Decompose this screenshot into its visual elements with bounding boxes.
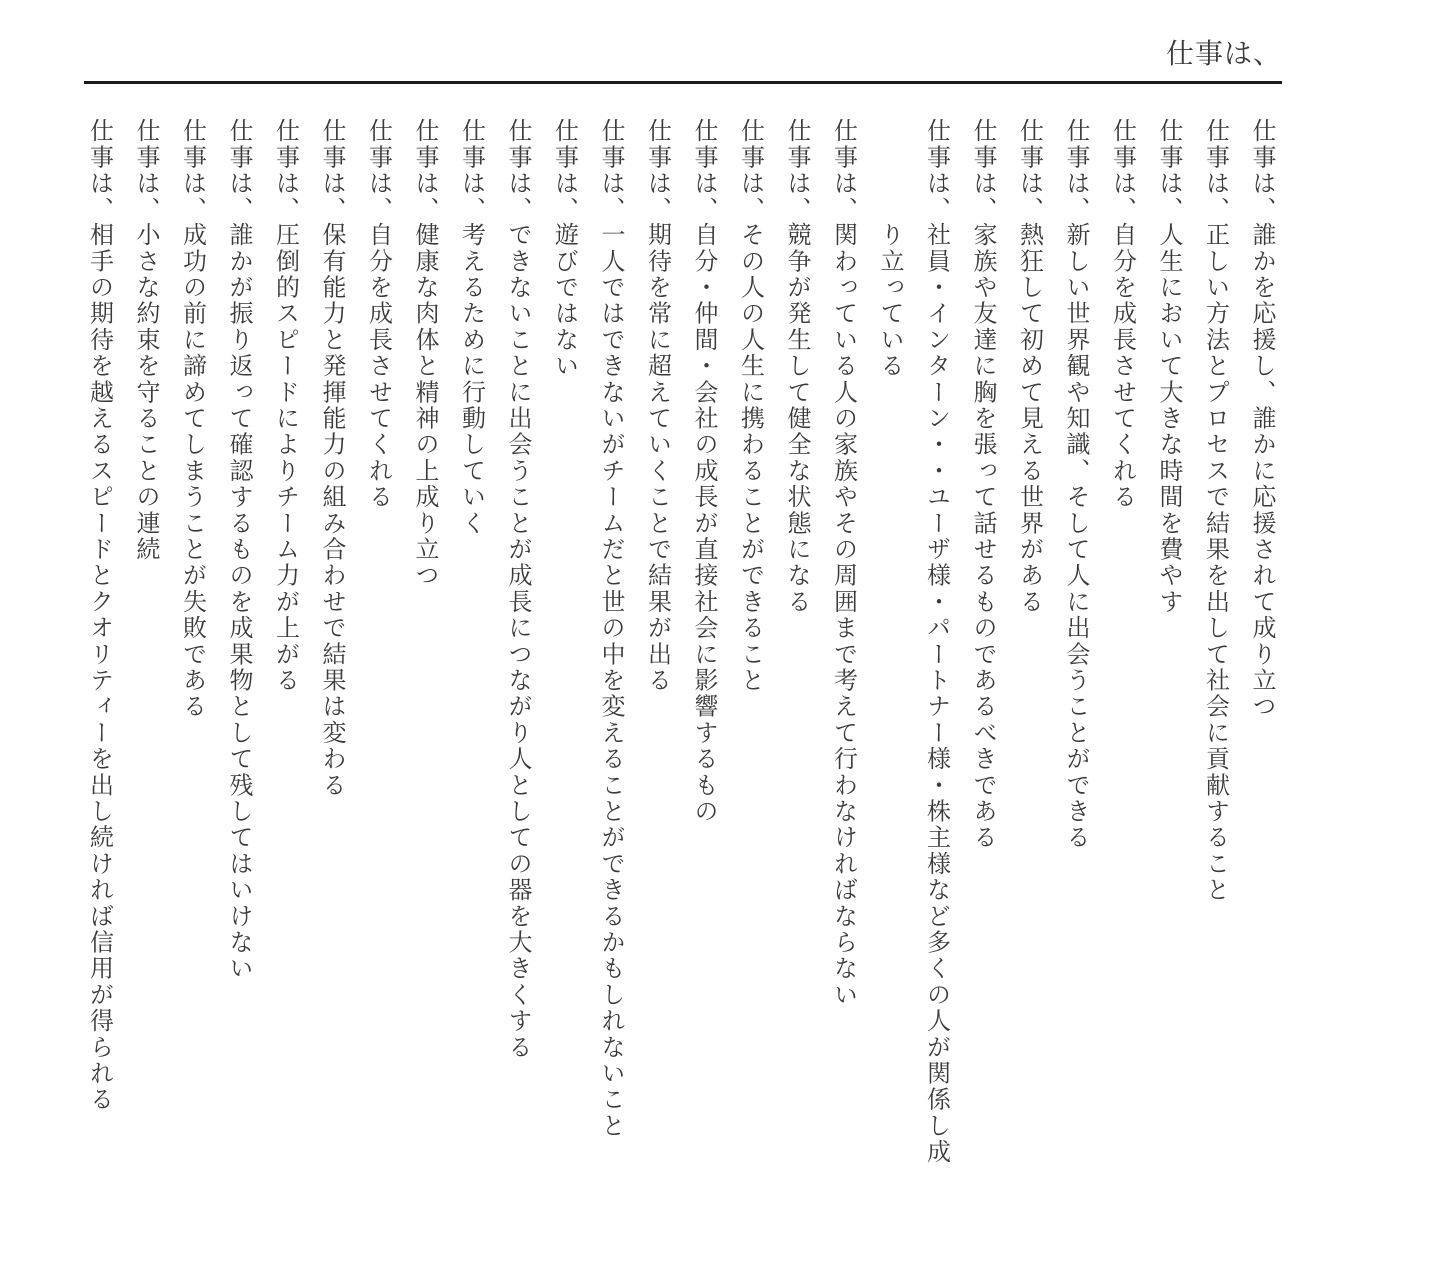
- statement-line: [820, 118, 867, 1178]
- statement-subject: 仕事は、: [1155, 118, 1183, 223]
- statement-line: [123, 118, 170, 1178]
- statement-text: 成功の前に諦めてしまうことが失敗である: [178, 222, 207, 720]
- statement-line: [309, 118, 356, 1178]
- statement-subject: 仕事は、: [364, 118, 393, 223]
- statement-text: 相手の期待を越えるスピードとクオリティーを出し続ければ信用が得られる: [85, 222, 114, 1113]
- statement-line: [355, 118, 402, 1178]
- statement-subject: 仕事は、: [85, 118, 114, 223]
- statement-subject: 仕事は、: [1108, 118, 1137, 223]
- statement-text: 自分を成長させてくれる: [1108, 222, 1137, 511]
- statement-text: 一人ではできないがチームだと世の中を変えることができるかもしれないこと: [597, 222, 625, 1139]
- statement-line: [1006, 118, 1053, 1178]
- statement-subject: 仕事は、: [969, 118, 997, 223]
- statement-line: [1192, 118, 1239, 1178]
- statement-line: [262, 118, 309, 1178]
- statement-text: 社員・インターン・・ユーザ様・パートナー様・株主様など多くの人が関係し成り立っている: [876, 222, 951, 1166]
- statement-line: [1146, 118, 1193, 1178]
- statement-subject: 仕事は、: [1062, 118, 1090, 223]
- statement-line: [541, 118, 588, 1178]
- statement-subject: 仕事は、: [411, 118, 439, 223]
- statement-text: 正しい方法とプロセスで結果を出して社会に貢献すること: [1201, 222, 1230, 904]
- statement-subject: 仕事は、: [643, 118, 672, 223]
- statement-line: [448, 118, 495, 1178]
- statement-subject: 仕事は、: [178, 118, 207, 223]
- statement-subject: 仕事は、: [736, 118, 765, 223]
- statement-subject: 仕事は、: [783, 118, 811, 223]
- statement-text: 家族や友達に胸を張って話せるものであるべきである: [969, 222, 997, 851]
- statement-line: [1053, 118, 1100, 1178]
- statement-line: [169, 118, 216, 1178]
- statement-text: 小さな約束を守ることの連続: [132, 222, 160, 563]
- statement-text: 考えるために行動していく: [457, 222, 486, 537]
- statement-line: [727, 118, 774, 1178]
- statement-text: 自分を成長させてくれる: [364, 222, 393, 511]
- statement-text: 競争が発生して健全な状態になる: [783, 222, 811, 615]
- statement-list: [75, 118, 1285, 1178]
- statement-text: 期待を常に超えていくことで結果が出る: [643, 222, 672, 694]
- statement-text: 熱狂して初めて見える世界がある: [1015, 222, 1044, 615]
- statement-subject: 仕事は、: [1015, 118, 1044, 223]
- statement-subject: 仕事は、: [1201, 118, 1230, 223]
- statement-text: 自分・仲間・会社の成長が直接社会に影響するもの: [690, 222, 718, 825]
- statement-line: [588, 118, 635, 1178]
- page-title: 仕事は、: [1165, 37, 1282, 70]
- statement-line: [774, 118, 821, 1178]
- statement-line: [867, 118, 960, 1178]
- statement-subject: 仕事は、: [829, 118, 858, 223]
- statement-text: 健康な肉体と精神の上成り立つ: [411, 222, 439, 589]
- statement-subject: 仕事は、: [922, 118, 951, 223]
- statement-text: 新しい世界観や知識、そして人に出会うことができる: [1062, 222, 1090, 851]
- statement-line: [76, 118, 123, 1178]
- statement-subject: 仕事は、: [550, 118, 579, 223]
- statement-line: [402, 118, 449, 1178]
- statement-line: [960, 118, 1007, 1178]
- statement-subject: 仕事は、: [504, 118, 532, 223]
- statement-line: [681, 118, 728, 1178]
- statement-text: 誰かが振り返って確認するものを成果物として残してはいけない: [225, 222, 253, 982]
- statement-subject: 仕事は、: [690, 118, 718, 223]
- statement-text: 遊びではない: [550, 222, 579, 380]
- statement-line: [634, 118, 681, 1178]
- statement-subject: 仕事は、: [225, 118, 253, 223]
- statement-subject: 仕事は、: [1248, 118, 1276, 223]
- header-divider: [84, 81, 1282, 84]
- statement-subject: 仕事は、: [132, 118, 160, 223]
- statement-subject: 仕事は、: [457, 118, 486, 223]
- statement-text: 圧倒的スピードによりチーム力が上がる: [271, 222, 300, 694]
- statement-line: [1099, 118, 1146, 1178]
- statement-text: 誰かを応援し、誰かに応援されて成り立つ: [1248, 222, 1276, 720]
- statement-line: [495, 118, 542, 1178]
- statement-subject: 仕事は、: [597, 118, 625, 223]
- statement-text: 人生において大きな時間を費やす: [1155, 222, 1183, 615]
- statement-line: [1239, 118, 1286, 1178]
- statement-text: 保有能力と発揮能力の組み合わせで結果は変わる: [318, 222, 346, 799]
- statement-subject: 仕事は、: [271, 118, 300, 223]
- statement-line: [216, 118, 263, 1178]
- statement-subject: 仕事は、: [318, 118, 346, 223]
- statement-text: 関わっている人の家族やその周囲まで考えて行わなければならない: [829, 222, 858, 1008]
- statement-text: できないことに出会うことが成長につながり人としての器を大きくする: [504, 222, 532, 1061]
- statement-text: その人の人生に携わることができること: [736, 222, 765, 694]
